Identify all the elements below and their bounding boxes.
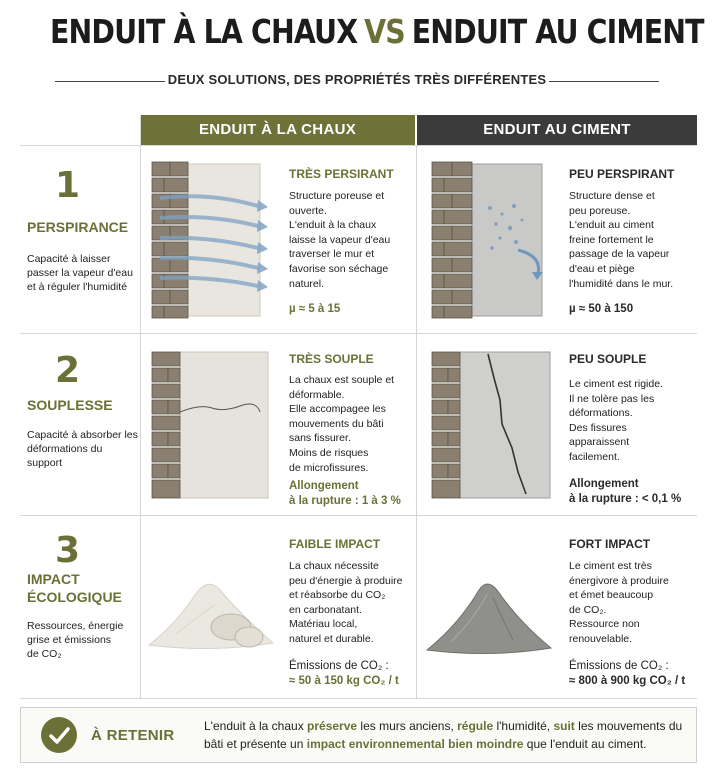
text-line: de microfissures.	[289, 461, 369, 474]
text-line: Le ciment est rigide.	[569, 378, 663, 390]
text-line: peu d'énergie à produire	[289, 574, 403, 587]
lime-flexibility-illustration	[150, 348, 272, 503]
lime-cell-text	[289, 373, 394, 475]
grid-line	[140, 115, 141, 698]
subtitle-block	[55, 70, 659, 92]
criterion-description: Capacité à laisser passer la vapeur d'eau et à réguler l'humidité	[27, 253, 133, 293]
text-line: sans fissurer.	[289, 432, 351, 445]
text-line: La chaux est souple et	[289, 374, 395, 386]
lime-cell-value: ≈ 50 à 150 kg CO₂ / t	[289, 675, 399, 687]
text-line: grise et émissions	[27, 634, 112, 646]
text-line: facilement.	[569, 450, 620, 463]
check-icon	[41, 717, 77, 753]
text-line: énergivore à produire	[569, 574, 669, 587]
criterion-line: ÉCOLOGIQUE	[27, 589, 122, 605]
cement-cell-value: µ ≈ 50 à 150	[569, 303, 634, 315]
text-line: favorise son séchage	[289, 262, 389, 275]
text-line: de CO₂	[27, 648, 62, 660]
text-line: Des fissures	[569, 421, 627, 434]
row-number: 2	[55, 350, 81, 391]
cement-cell-value: à la rupture : < 0,1 %	[569, 493, 682, 505]
text-line: renouvelable.	[569, 632, 633, 645]
text-line: traverser le mur et	[289, 248, 375, 261]
criterion-line: IMPACT	[27, 571, 80, 587]
summary-text: L'enduit à la chaux préserve les murs anciens, régule l'humidité, suit les mouvements du bâti et présente un impact environnemental bien moindre que l'enduit au ciment.	[204, 719, 683, 751]
summary-box	[20, 707, 697, 763]
text-line: déformable.	[289, 388, 345, 401]
lime-cell-text	[289, 559, 403, 647]
criterion-title: SOUPLESSE	[27, 397, 113, 413]
text-line: apparaissent	[569, 436, 630, 449]
text-line: Elle accompagee les	[289, 403, 386, 416]
text-line: Structure poreuse et	[289, 190, 385, 202]
criterion-description: Capacité à absorber les déformations du support	[27, 429, 138, 469]
cement-cell-value-label: Émissions de CO₂ :	[569, 660, 669, 672]
lime-cell-value-label: Allongement	[289, 480, 359, 492]
column-header-lime: ENDUIT À LA CHAUX	[140, 115, 415, 145]
lime-cell-value: µ ≈ 5 à 15	[289, 303, 341, 315]
title-lime: ENDUIT À LA CHAUX	[49, 12, 358, 51]
title-cement: ENDUIT AU CIMENT	[411, 12, 704, 51]
grid-line	[20, 698, 697, 699]
cement-cell-value-label: Allongement	[569, 478, 639, 490]
text-line: naturel.	[289, 277, 325, 290]
text-line: naturel et durable.	[289, 632, 374, 645]
row-number: 1	[55, 165, 81, 206]
lime-cell-text	[289, 189, 390, 291]
text-line: en carbonatant.	[289, 603, 362, 616]
cement-cell-title: FORT IMPACT	[569, 537, 651, 551]
grid-line	[20, 515, 697, 516]
text-line: l'humidité dans le mur.	[569, 277, 674, 290]
text-line: Moins de risques	[289, 446, 369, 459]
cement-perspirance-illustration	[430, 158, 552, 323]
text-line: d'eau et piège	[569, 262, 635, 275]
criterion-title: PERSPIRANCE	[27, 219, 129, 235]
text-line: Matériau local,	[289, 618, 358, 631]
text-line: Il ne tolère pas les	[569, 392, 655, 405]
cement-cell-value: ≈ 800 à 900 kg CO₂ / t	[569, 675, 686, 687]
subtitle: DEUX SOLUTIONS, DES PROPRIÉTÉS TRÈS DIFFÉRENTES	[167, 72, 547, 87]
text-line: laisse la vapeur d'eau	[289, 233, 391, 246]
text-line: passage de la vapeur	[569, 248, 670, 261]
lime-cell-value: à la rupture : 1 à 3 %	[289, 495, 401, 507]
text-line: de CO₂.	[569, 603, 607, 616]
cement-cell-text	[569, 189, 673, 291]
criterion-title	[27, 570, 122, 606]
text-line: et émet beaucoup	[569, 589, 654, 602]
text-line: L'enduit au ciment	[569, 219, 654, 232]
page-title	[49, 12, 704, 51]
text-line: mouvements du bâti	[289, 417, 384, 430]
column-header-cement: ENDUIT AU CIMENT	[417, 115, 697, 145]
text-line: et réabsorbe du CO₂	[289, 589, 386, 602]
cement-cell-text	[569, 377, 663, 465]
lime-cell-value-label: Émissions de CO₂ :	[289, 660, 389, 672]
lime-powder-illustration	[145, 555, 277, 655]
title-vs: VS	[364, 12, 405, 51]
lime-cell-title: TRÈS SOUPLE	[289, 352, 374, 366]
cement-cell-title: PEU PERSPIRANT	[569, 167, 675, 181]
grid-line	[20, 333, 697, 334]
row-number: 3	[55, 530, 81, 571]
text-line: Structure dense et	[569, 190, 655, 202]
text-line: L'enduit à la chaux	[289, 219, 377, 232]
text-line: déformations.	[569, 407, 633, 420]
cement-cell-title: PEU SOUPLE	[569, 352, 647, 366]
cement-powder-illustration	[423, 560, 555, 660]
grid-line	[416, 145, 417, 698]
lime-perspirance-illustration	[150, 158, 272, 323]
grid-line	[20, 145, 697, 146]
text-line: La chaux nécessite	[289, 560, 379, 572]
text-line: Ressources, énergie	[27, 620, 124, 632]
text-line: freine fortement le	[569, 233, 654, 246]
text-line: Le ciment est très	[569, 560, 652, 572]
summary-label: À RETENIR	[91, 727, 175, 744]
criterion-description	[27, 619, 139, 661]
lime-cell-title: TRÈS PERSIRANT	[289, 167, 394, 181]
text-line: peu poreuse.	[569, 204, 631, 217]
lime-cell-title: FAIBLE IMPACT	[289, 537, 381, 551]
text-line: Ressource non	[569, 618, 640, 631]
text-line: ouverte.	[289, 204, 327, 217]
cement-flexibility-illustration	[430, 348, 554, 503]
cement-cell-text	[569, 559, 669, 647]
